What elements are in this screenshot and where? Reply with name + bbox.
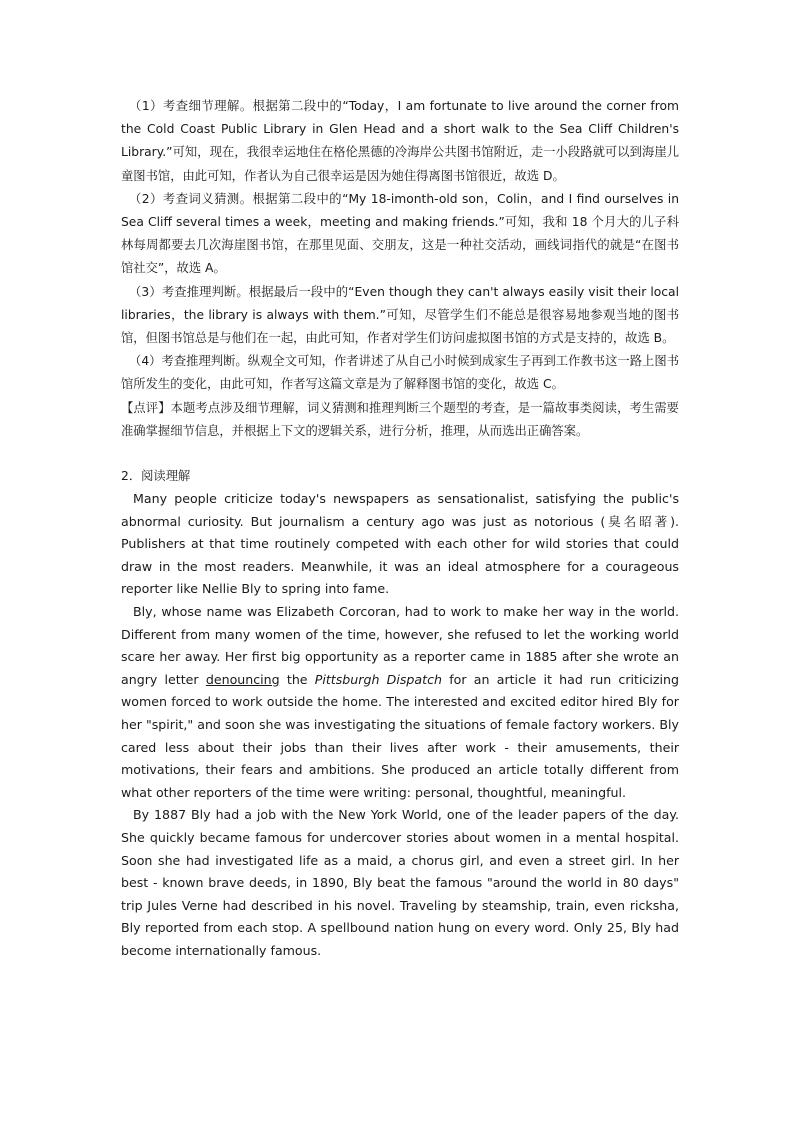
answer-1 bbox=[121, 95, 679, 188]
answer-text: 考查词义猜测。根据第二段中的“My 18-imonth-old son，Colin，and I find ourselves in Sea Cliff several times a week，meeting and making friends.”可知，我和 18 个月大的儿子科林每周都要去几次海崖图书馆，在那里见面、交朋友，这是一种社交活动，画线词指代的就是“在图书馆社交”，故选 A。 bbox=[121, 191, 679, 276]
text-run: Bly, whose name was Elizabeth Corcoran, had to work to make her way in the world. Different from many women of the time, however, she refused to let the working world scare her away. Her first big opportunity as a reporter came in 1885 after she wrote an angry letter bbox=[121, 604, 679, 687]
newspaper-name: Pittsburgh Dispatch bbox=[314, 671, 442, 687]
passage-paragraph-1: Many people criticize today's newspapers as sensationalist, satisfying the public's abnormal curiosity. But journalism a century ago was just as notorious (臭名昭著). Publishers at that time routinely competed with each other for wild stories that could draw in the most readers. Meanwhile, it was an ideal atmosphere for a courageous reporter like Nellie Bly to spring into fame. bbox=[121, 491, 679, 597]
section-heading bbox=[121, 465, 679, 488]
answer-label: （4） bbox=[129, 354, 162, 369]
answer-3 bbox=[121, 281, 679, 351]
answer-label: （1） bbox=[129, 99, 163, 113]
answer-text: 考查细节理解。根据第二段中的“Today，I am fortunate to live around the corner from the Cold Coast Public Library in Glen Head and a short walk to the Sea Cliff Children's Library.”可知，现在，我很幸运地住在格伦黑德的冷海岸公共图书馆附近，走一小段路就可以到海崖儿童图书馆，由此可知，作者认为自己很幸运是因为她住得离图书馆很近，故选 D。 bbox=[121, 99, 679, 183]
passage-paragraph-2 bbox=[121, 601, 679, 804]
answer-2 bbox=[121, 188, 679, 281]
section-title: 阅读理解 bbox=[141, 469, 191, 484]
comment bbox=[121, 397, 679, 443]
underlined-word: denouncing bbox=[205, 671, 280, 687]
text-run: for an article it had run criticizing women forced to work outside the home. The interested and excited editor hired Bly for her "spirit," and soon she was investigating the situations of female factory workers. Bly cared less about their jobs than their lives after work - their amusements, their motivations, their fears and ambitions. She produced an article totally different from what other reporters of the time were writing: personal, thoughtful, meaningful. bbox=[121, 671, 679, 800]
passage-paragraph-3: By 1887 Bly had a job with the New York World, one of the leader papers of the day. She quickly became famous for undercover stories about women in a mental hospital. Soon she had investigated life as a maid, a chorus girl, and even a street girl. In her best - known brave deeds, in 1890, Bly beat the famous "around the world in 80 days" trip Jules Verne had described in his novel. Traveling by steamship, train, even ricksha, Bly reported from each stop. A spellbound nation hung on every word. Only 25, Bly had become internationally famous. bbox=[121, 807, 679, 958]
comment-label: 【点评】 bbox=[121, 400, 171, 415]
section-number: 2． bbox=[121, 469, 142, 484]
answer-4 bbox=[121, 350, 679, 396]
answer-label: （3） bbox=[129, 284, 162, 299]
answer-label: （2） bbox=[129, 191, 163, 206]
answer-text: 考查推理判断。根据最后一段中的“Even though they can't always easily visit their local libraries，the library is always with them.”可知，尽管学生们不能总是很容易地参观当地的图书馆，但图书馆总是与他们在一起，由此可知，作者对学生们访问虚拟图书馆的方式是支持的，故选 B。 bbox=[121, 284, 680, 346]
comment-text: 本题考点涉及细节理解，词义猜测和推理判断三个题型的考查，是一篇故事类阅读，考生需要准确掌握细节信息，并根据上下文的逻辑关系，进行分析，推理，从而选出正确答案。 bbox=[121, 400, 679, 438]
text-run: the bbox=[279, 671, 315, 687]
answer-text: 考查推理判断。纵观全文可知，作者讲述了从自己小时候到成家生子再到工作教书这一路上图书馆所发生的变化，由此可知，作者写这篇文章是为了解释图书馆的变化，故选 C。 bbox=[121, 354, 679, 392]
document-page bbox=[121, 95, 679, 963]
